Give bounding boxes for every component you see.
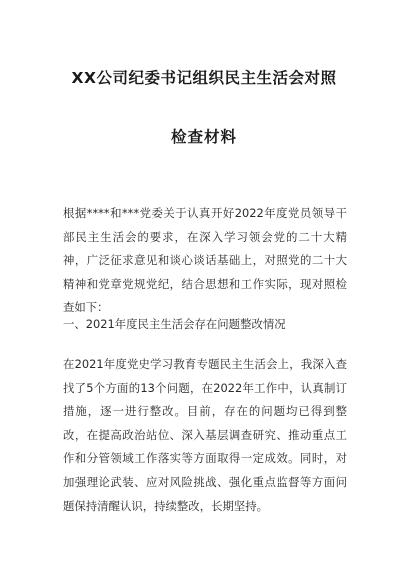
- section-heading: 一、2021年度民主生活会存在问题整改情况: [63, 317, 286, 331]
- intro-paragraph: 根据****和***党委关于认真开好2022年度党员领导干部民主生活会的要求，在深入学习领会党的二十大精神，广泛征求意见和谈心谈话基础上，对照党的二十大精神和党章党规党纪，结合思想和工作实际，现对照检查如下：: [63, 206, 347, 315]
- section-paragraph: 在2021年度党史学习教育专题民主生活会上，我深入查找了5个方面的13个问题，在2022年工作中，认真制订措施，逐一进行整改。目前，存在的问题均已得到整改，在提高政治站位、深入基层调查研究、推动重点工作和分管领域工作落实等方面取得一定成效。同时，对加强理论武装、应对风险挑战、强化重点监督等方面问题保持清醒认识，持续整改，长期坚持。: [63, 357, 347, 513]
- document-title: XX公司纪委书记组织民主生活会对照: [71, 69, 337, 87]
- document-subtitle: 检查材料: [170, 128, 237, 146]
